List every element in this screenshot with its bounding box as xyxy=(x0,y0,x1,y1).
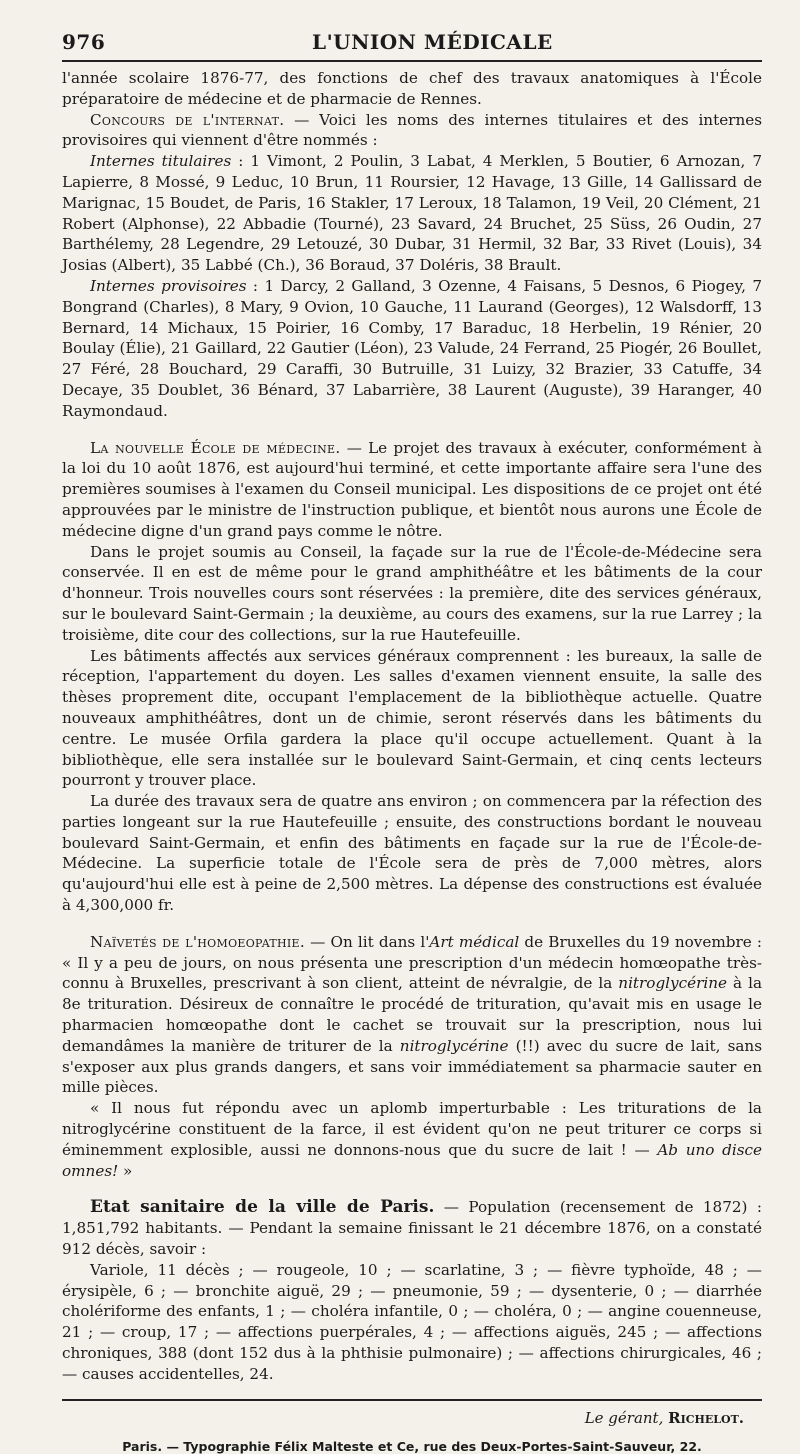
titulaires-list: : 1 Vimont, 2 Poulin, 3 Labat, 4 Merklen, 5 Boutier, 6 Arnozan, 7 Lapierre, 8 Mossé, 9 Leduc, 10 Brun, 11 Roursier, 12 Havage, 13 Gille, 14 Gallissard de Marignac, 15 Boudet, de Paris, 16 Stakler, 17 Leroux, 18 Talamon, 19 Veil, 20 Clément, 21 Robert (Alphonse), 22 Abbadie (Tourné), 23 Savard, 24 Bruchet, 25 Süss, 26 Oudin, 27 Barthélemy, 28 Legendre, 29 Letouzé, 30 Dubar, 31 Hermil, 32 Bar, 33 Rivet (Louis), 34 Josias (Albert), 35 Labbé (Ch.), 36 Boraud, 37 Doléris, 38 Brault. xyxy=(62,152,762,275)
page-number: 976 xyxy=(62,30,106,54)
titulaires-paragraph xyxy=(62,151,762,276)
article-body xyxy=(62,68,762,1385)
naivetes-heading: Naïvetés de l'homoeopathie. xyxy=(90,932,305,951)
page-header xyxy=(62,30,762,54)
etat-text-1: — Population (recensement de 1872) : 1,851,792 habitants. — Pendant la semaine finissant le 21 décembre 1876, on a constaté 912 décès, savoir : xyxy=(62,1198,762,1259)
provisoires-label: Internes provisoires xyxy=(90,276,247,295)
journal-title: L'UNION MÉDICALE xyxy=(312,30,553,54)
opening-paragraph: l'année scolaire 1876-77, des fonctions de chef des travaux anatomiques à l'École préparatoire de médecine et de pharmacie de Rennes. xyxy=(62,69,762,108)
ecole-paragraph-4: La durée des travaux sera de quatre ans environ ; on commencera par la réfection des parties longeant sur la rue Hautefeuille ; ensuite, des constructions bordant le nouveau boulevard Saint-Germain, et enfin des bâtiments en façade sur la rue de l'École-de-Médecine. La superficie totale de l'École sera de près de 7,000 mètres, alors qu'aujourd'hui elle est à peine de 2,500 mètres. La dépense des constructions est évaluée à 4,300,000 fr. xyxy=(62,792,762,915)
etat-heading: Etat sanitaire de la ville de Paris. xyxy=(90,1197,435,1218)
naivetes-paragraph-2 xyxy=(62,1098,762,1181)
naivetes-text-a: — On lit dans l' xyxy=(305,932,430,951)
naivetes-text-c: à la 8e trituration. Désireux de connaître le procédé de trituration, qu'avait mis en usage le pharmacien homœopathe dont le cachet se trouvait sur la prescription, nous lui demandâmes la manière de triturer de la xyxy=(62,974,763,1055)
ecole-paragraph-2: Dans le projet soumis au Conseil, la façade sur la rue de l'École-de-Médecine sera conservée. Il en est de même pour le grand amphithéâtre et les bâtiments de la cour d'honneur. Trois nouvelles cours sont réservées : la première, dite des services généraux, sur le boulevard Saint-Germain ; la deuxième, au cours des examens, sur la rue Larrey ; la troisième, dite cour des collections, sur la rue Hautefeuille. xyxy=(62,542,762,644)
section-gap xyxy=(62,422,762,438)
section-gap xyxy=(62,1181,762,1197)
signature-name: Richelot. xyxy=(668,1408,744,1427)
etat-paragraph-2: Variole, 11 décès ; — rougeole, 10 ; — scarlatine, 3 ; — fièvre typhoïde, 48 ; — érysipèle, 6 ; — bronchite aiguë, 29 ; — pneumonie, 59 ; — dysenterie, 0 ; — diarrhée cholériforme des enfants, 1 ; — choléra infantile, 0 ; — choléra, 0 ; — angine couenneuse, 21 ; — croup, 17 ; — affections puerpérales, 4 ; — affections aiguës, 245 ; — affections chroniques, 388 (dont 152 dus à la phthisie pulmonaire) ; — affections chirurgicales, 46 ; — causes accidentelles, 24. xyxy=(62,1260,762,1383)
signature xyxy=(62,1409,762,1427)
concours-text: — Voici les noms des internes titulaires et des internes provisoires qui viennent d'être nommés : xyxy=(62,110,763,150)
ecole-text-1: — Le projet des travaux à exécuter, conformément à la loi du 10 août 1876, est aujourd'hui terminé, et cette importante affaire sera l'une des premières soumises à l'examen du Conseil municipal. Les dispositions de ce projet ont été approuvées par le ministre de l'instruction publique, et bientôt nous aurons une École de médecine digne d'un grand pays comme le nôtre. xyxy=(62,438,762,540)
drug-name-2: nitroglycérine xyxy=(399,1036,509,1055)
naivetes-paragraph-1 xyxy=(62,932,762,1098)
signature-label: Le gérant, xyxy=(584,1408,664,1427)
titulaires-label: Internes titulaires xyxy=(90,152,232,171)
etat-paragraph-1 xyxy=(62,1197,762,1259)
header-rule xyxy=(62,60,762,62)
concours-heading: Concours de l'internat. xyxy=(90,110,285,129)
naivetes-text-b: de Bruxelles du 19 novembre : « Il y a peu de jours, on nous présenta une prescription d'un médecin homœopathe très-connu à Bruxelles, prescrivant à son client, atteint de névralgie, de la xyxy=(62,932,762,993)
journal-name: Art médical xyxy=(429,932,520,951)
ecole-paragraph-3: Les bâtiments affectés aux services généraux comprennent : les bureaux, la salle de réception, l'appartement du doyen. Les salles d'examen viennent ensuite, la salle des thèses proprement dite, occupant l'emplacement de la bibliothèque actuelle. Quatre nouveaux amphithéâtres, dont un de chimie, seront réservés dans les bâtiments du centre. Le musée Orfila gardera la place qu'il occupe actuellement. Quant à la bibliothèque, elle sera installée sur le boulevard Saint-Germain, et cinq cents lecteurs pourront y trouver place. xyxy=(62,646,762,790)
provisoires-list: : 1 Darcy, 2 Galland, 3 Ozenne, 4 Faisans, 5 Desnos, 6 Piogey, 7 Bongrand (Charles), 8 Mary, 9 Ovion, 10 Gauche, 11 Laurand (Georges), 12 Walsdorff, 13 Bernard, 14 Michaux, 15 Poirier, 16 Comby, 17 Baraduc, 18 Herbelin, 19 Rénier, 20 Boulay (Élie), 21 Gaillard, 22 Gautier (Léon), 23 Valude, 24 Ferrand, 25 Piogér, 26 Boullet, 27 Féré, 28 Bouchard, 29 Caraffi, 30 Butruille, 31 Luizy, 32 Brazier, 33 Catuffe, 34 Decaye, 35 Doublet, 36 Bénard, 37 Labarrière, 38 Laurent (Auguste), 39 Haranger, 40 Raymondaud. xyxy=(62,276,762,420)
ecole-heading: La nouvelle École de médecine. xyxy=(90,438,341,457)
section-gap xyxy=(62,916,762,932)
footer-rule xyxy=(62,1399,762,1401)
naivetes-text-e: « Il nous fut répondu avec un aplomb imperturbable : Les triturations de la nitroglycérine constituent de la farce, il est évident qu'on ne peut triturer ce corps si éminemment explosible, aussi ne donnons-nous que du sucre de lait ! — xyxy=(62,1099,762,1159)
naivetes-text-d: (!!) avec du sucre de lait, sans s'exposer aux plus grands dangers, et sans voir immédiatement sa pharmacie sauter en mille pièces. xyxy=(62,1036,762,1097)
naivetes-text-f: » xyxy=(118,1161,133,1180)
ecole-paragraph-1 xyxy=(62,438,762,542)
drug-name: nitroglycérine xyxy=(618,974,727,993)
concours-paragraph xyxy=(62,110,762,152)
provisoires-paragraph xyxy=(62,276,762,422)
latin-quote: Ab uno disce omnes! xyxy=(62,1140,762,1180)
printer-imprint: Paris. — Typographie Félix Malteste et Ce, rue des Deux-Portes-Saint-Sauveur, 22. xyxy=(122,1438,702,1454)
